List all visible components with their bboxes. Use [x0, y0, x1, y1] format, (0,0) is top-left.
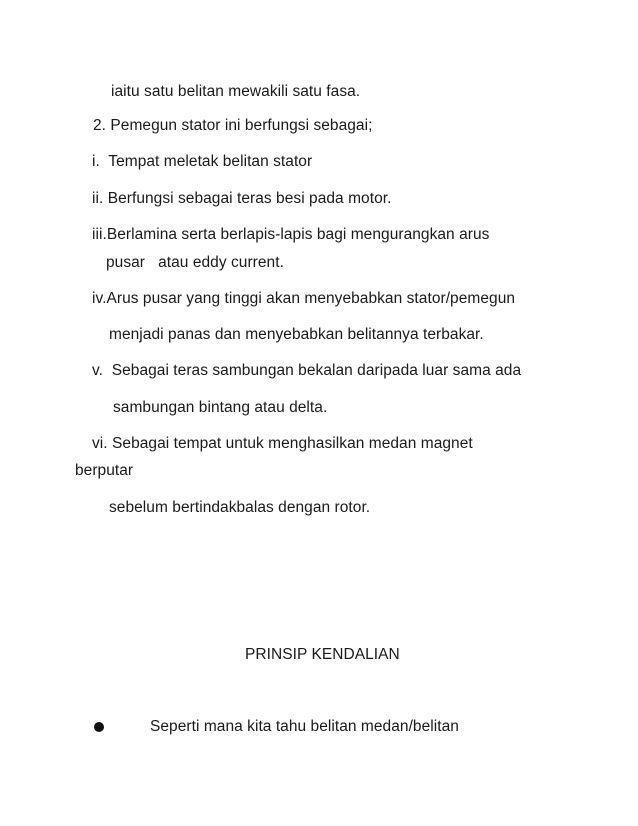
text-line: iii.Berlamina serta berlapis-lapis bagi mengurangkan arus: [92, 226, 490, 243]
text-line: 2. Pemegun stator ini berfungsi sebagai;: [93, 117, 373, 134]
text-line: pusar atau eddy current.: [106, 254, 284, 271]
section-heading: PRINSIP KENDALIAN: [245, 646, 400, 663]
text-line: sebelum bertindakbalas dengan rotor.: [109, 499, 371, 516]
text-line: iaitu satu belitan mewakili satu fasa.: [111, 83, 361, 100]
bullet-text: Seperti mana kita tahu belitan medan/belitan: [150, 718, 459, 735]
text-line: vi. Sebagai tempat untuk menghasilkan medan magnet: [92, 435, 473, 452]
text-line: menjadi panas dan menyebabkan belitannya terbakar.: [109, 326, 484, 343]
bullet-dot: [94, 722, 104, 732]
text-line: iv.Arus pusar yang tinggi akan menyebabkan stator/pemegun: [92, 290, 516, 307]
text-line: sambungan bintang atau delta.: [113, 399, 328, 416]
text-line: ii. Berfungsi sebagai teras besi pada motor.: [92, 190, 392, 207]
text-line: v. Sebagai teras sambungan bekalan daripada luar sama ada: [92, 362, 522, 379]
text-line: berputar: [75, 462, 134, 479]
text-line: i. Tempat meletak belitan stator: [92, 153, 313, 170]
